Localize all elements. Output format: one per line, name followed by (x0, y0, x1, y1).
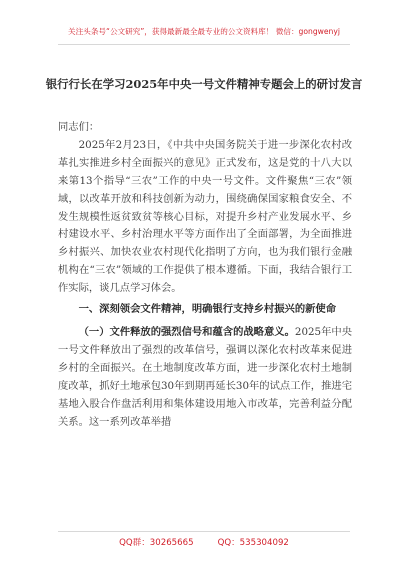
header-divider (58, 44, 350, 45)
salutation: 同志们： (58, 121, 100, 133)
subsection-paragraph-1 (58, 324, 352, 431)
document-body (58, 119, 352, 431)
footer-divider (58, 531, 350, 532)
intro-paragraph: 2025年2月23日，《中共中央国务院关于进一步深化农村改革扎实推进乡村全面振兴的意见》正式发布，这是党的十八大以来第13个指导“三农”工作的中央一号文件。文件聚焦“三农”领域，以改革开放和科技创新为动力，围绕确保国家粮食安全、不发生规模性返贫致贫等核心目标，对提升乡村产业发展水平、乡村建设水平、乡村治理水平等方面作出了全面部署，为全面推进乡村振兴、加快农业农村现代化指明了方向，也为我们银行金融机构在“三农”领域的工作提供了根本遵循。下面，我结合银行工作实际，谈几点学习体会。 (58, 138, 352, 295)
document-title: 银行行长在学习2025年中央一号文件精神专题会上的研讨发言 (45, 77, 363, 91)
header-notice: 关注头条号“公文研究”，获得最新最全最专业的公文资料库！ 微信：gongwenyj (68, 27, 340, 36)
footer-qq-group: QQ群：30265665 (119, 538, 194, 548)
footer-qq: QQ：535304092 (217, 538, 289, 548)
subsection-heading-1: （一）文件释放的强烈信号和蕴含的战略意义。 (78, 325, 295, 338)
footer-contact (0, 536, 408, 548)
section-heading-1: 一、深刻领会文件精神，明确银行支持乡村振兴的新使命 (78, 303, 337, 316)
subsection-text-1: 2025年中央一号文件释放出了强烈的改革信号，强调以深化农村改革来促进乡村的全面振兴。在土地制度改革方面，进一步深化农村土地制度改革，抓好土地承包30年到期再延长30年的试点工作，推进宅基地入股合作盘活利用和集体建设用地入市改革，完善利益分配关系。这一系列改革举措 (58, 325, 352, 428)
